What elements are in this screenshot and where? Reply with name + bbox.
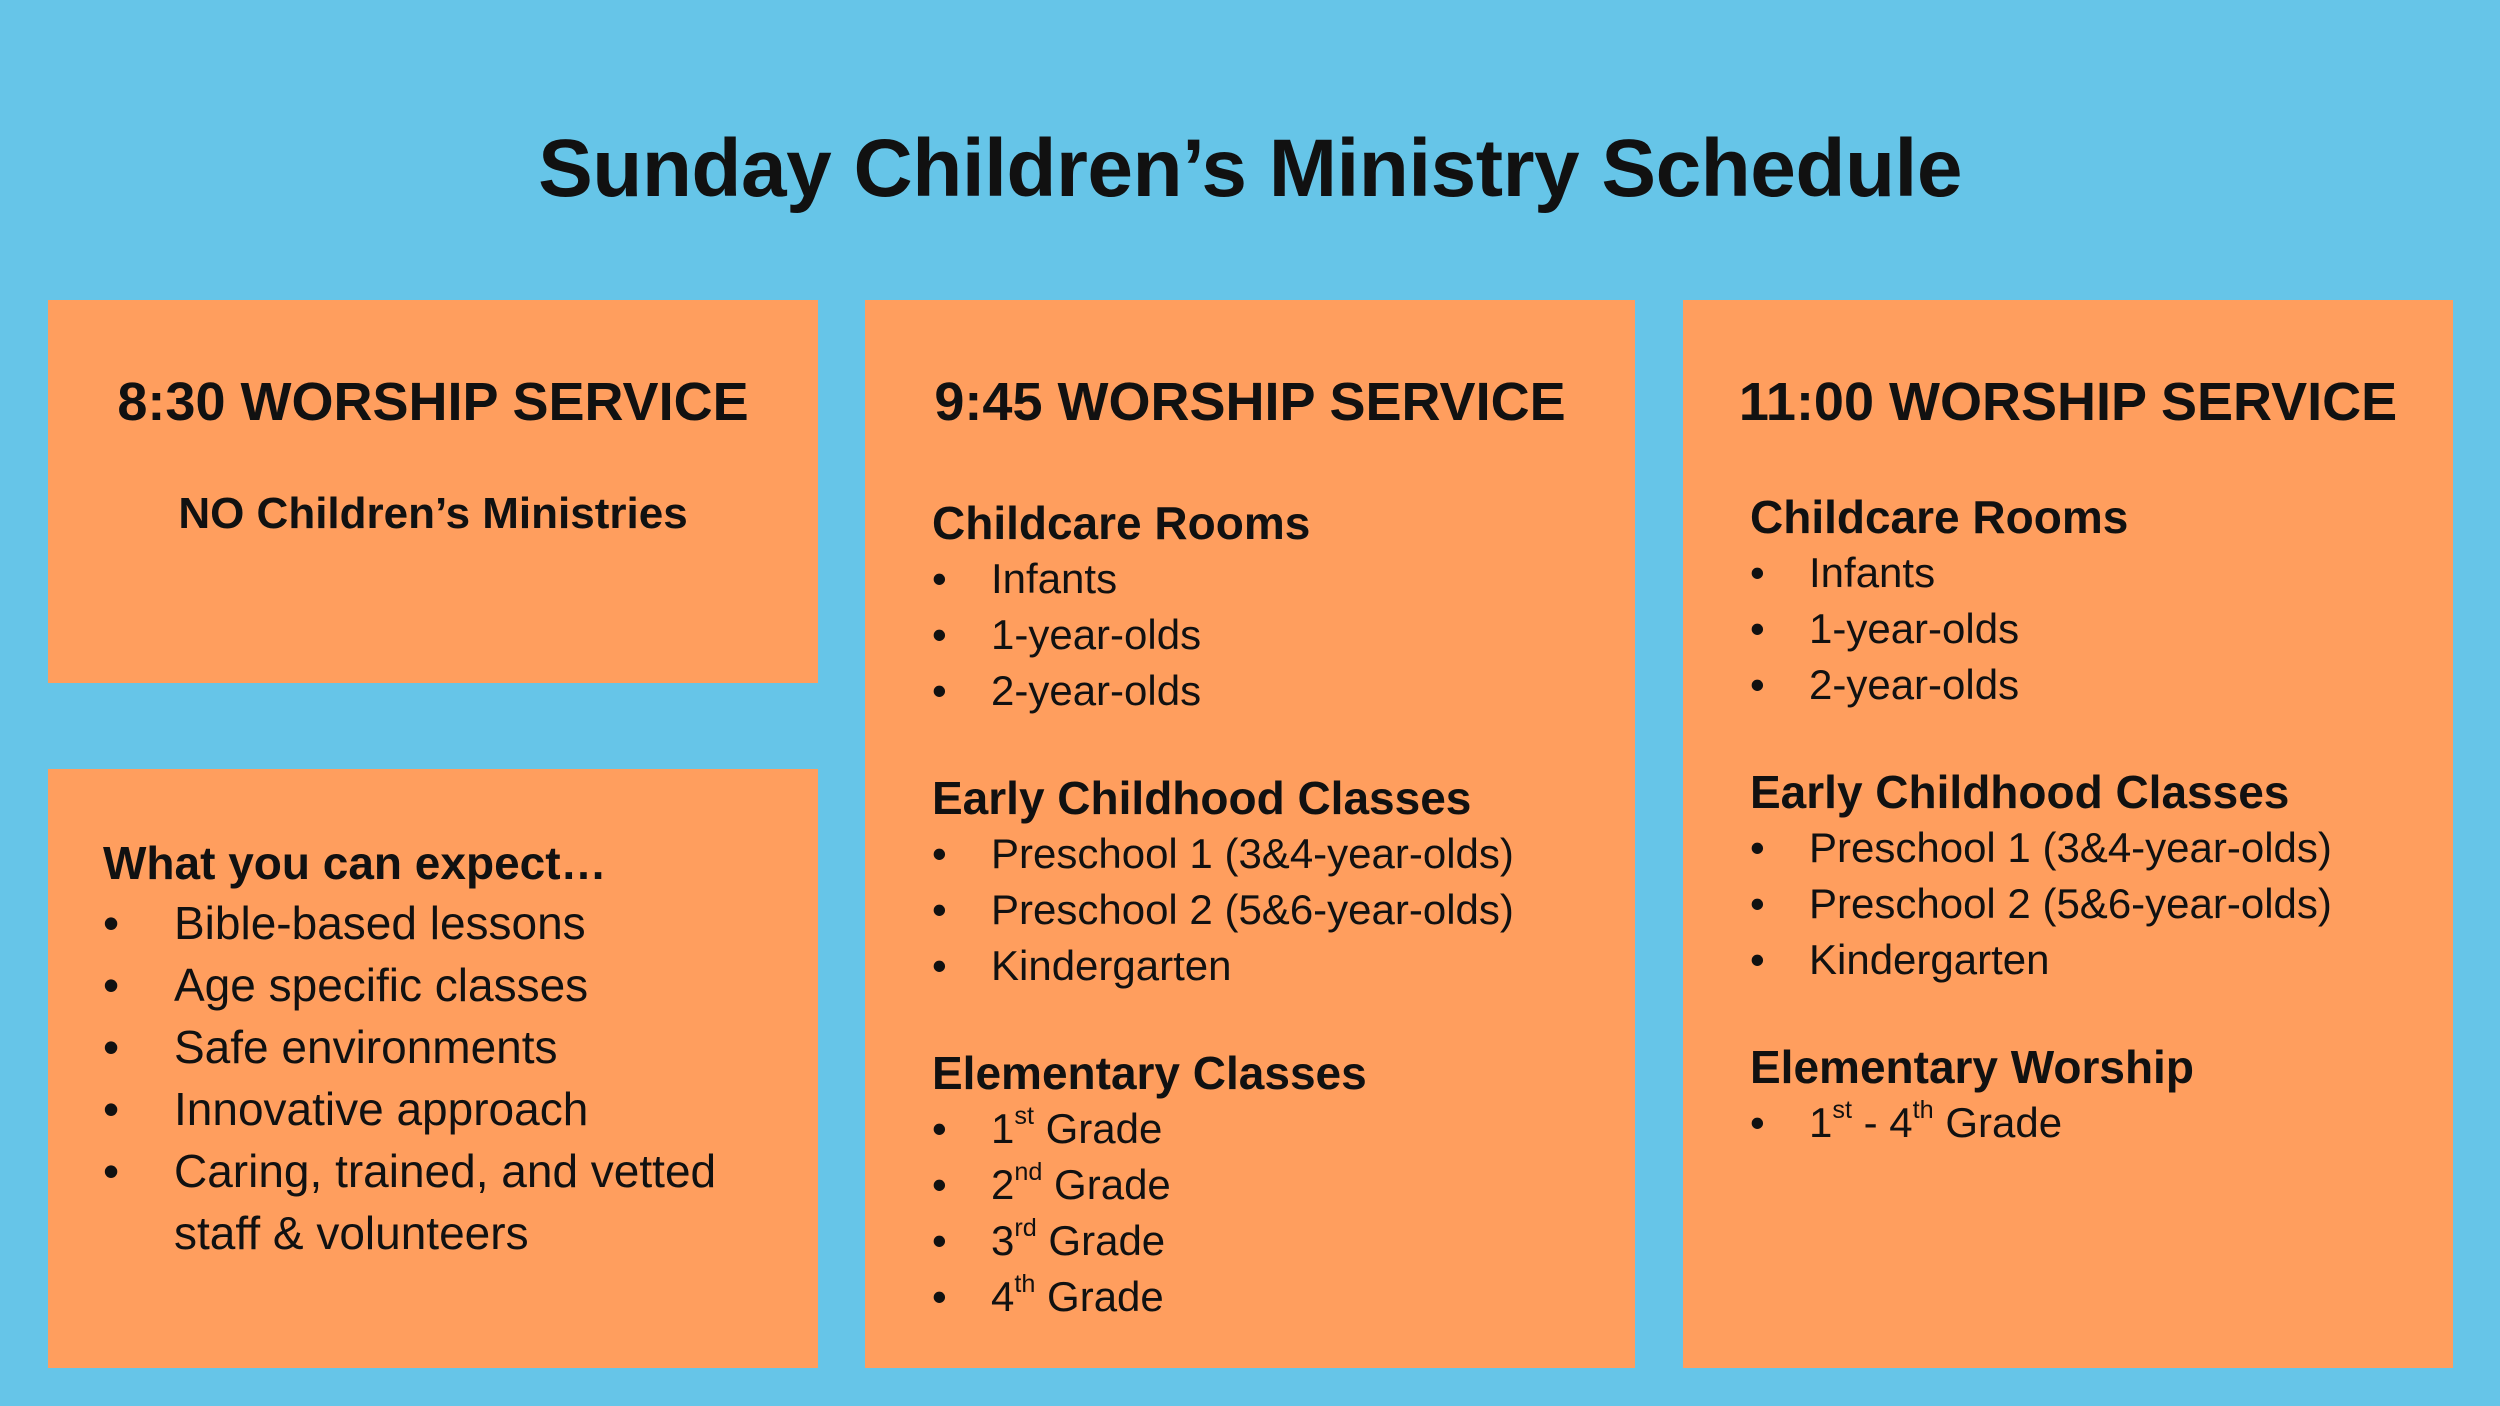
- group-list: [1750, 1095, 2433, 1151]
- group-childcare-rooms: [1750, 489, 2433, 713]
- group-list: [1750, 820, 2433, 988]
- group-title: Early Childhood Classes: [932, 772, 1472, 824]
- grade-text: Grade: [1933, 1099, 2063, 1146]
- list-item: • Kindergarten: [1750, 932, 2433, 988]
- grade-number: 3: [991, 1217, 1015, 1264]
- grade-number: 4: [991, 1273, 1015, 1320]
- list-item: • Kindergarten: [932, 938, 1615, 994]
- list-item: • Preschool 1 (3&4-year-olds): [932, 826, 1615, 882]
- service-1100-body: [1750, 489, 2433, 1202]
- grade-text: Grade: [1033, 1105, 1163, 1152]
- expect-item: • Safe environments: [103, 1016, 798, 1078]
- list-item: • 1-year-olds: [932, 607, 1615, 663]
- no-ministries-note: NO Children’s Ministries: [178, 489, 688, 538]
- group-list: [932, 551, 1615, 719]
- card-heading-945: 9:45 WORSHIP SERVICE: [934, 372, 1566, 432]
- grade-text: Grade: [1042, 1161, 1171, 1208]
- group-childcare-rooms: [932, 495, 1615, 719]
- card-what-to-expect: [48, 769, 818, 1368]
- list-item: • Preschool 2 (5&6-year-olds): [932, 882, 1615, 938]
- group-title: Childcare Rooms: [932, 497, 1311, 549]
- grade-number: 4: [1889, 1099, 1913, 1146]
- list-item: • 1-year-olds: [1750, 601, 2433, 657]
- group-list: [932, 826, 1615, 994]
- list-item: • Preschool 1 (3&4-year-olds): [1750, 820, 2433, 876]
- grade-number: 2: [991, 1161, 1015, 1208]
- list-item: [932, 1213, 1615, 1269]
- grade-number: 1: [991, 1105, 1015, 1152]
- card-1100-service: [1683, 300, 2453, 1368]
- group-early-childhood: [1750, 764, 2433, 988]
- grade-ordinal: st: [1014, 1102, 1034, 1131]
- group-elementary-worship: [1750, 1039, 2433, 1151]
- grade-ordinal: th: [1014, 1270, 1036, 1299]
- expect-list: [103, 892, 798, 1264]
- list-item: [932, 1157, 1615, 1213]
- group-elementary-classes: [932, 1045, 1615, 1325]
- list-item: • Preschool 2 (5&6-year-olds): [1750, 876, 2433, 932]
- group-early-childhood: [932, 770, 1615, 994]
- grade-ordinal: rd: [1014, 1214, 1037, 1243]
- card-heading-830: 8:30 WORSHIP SERVICE: [117, 372, 749, 432]
- page-title: Sunday Children’s Ministry Schedule: [538, 123, 1962, 214]
- list-item: • Infants: [932, 551, 1615, 607]
- list-item: • Infants: [1750, 545, 2433, 601]
- group-list: [1750, 545, 2433, 713]
- grade-ordinal: th: [1912, 1096, 1934, 1125]
- group-list: [932, 1101, 1615, 1325]
- list-item: • 2-year-olds: [932, 663, 1615, 719]
- expect-item: • Bible-based lessons: [103, 892, 798, 954]
- grade-ordinal: st: [1832, 1096, 1852, 1125]
- list-item: [932, 1269, 1615, 1325]
- expect-title: What you can expect…: [103, 837, 607, 889]
- list-item: [1750, 1095, 2433, 1151]
- grade-ordinal: nd: [1014, 1158, 1043, 1187]
- card-830-service: [48, 300, 818, 683]
- group-title: Elementary Classes: [932, 1047, 1367, 1099]
- card-heading-1100: 11:00 WORSHIP SERVICE: [1738, 372, 2398, 432]
- list-item: [932, 1101, 1615, 1157]
- list-item: • 2-year-olds: [1750, 657, 2433, 713]
- expect-item: • Caring, trained, and vetted staff & volunteers: [103, 1140, 798, 1264]
- expect-body: [103, 834, 798, 1264]
- group-title: Childcare Rooms: [1750, 491, 2129, 543]
- range-separator: -: [1851, 1099, 1890, 1146]
- expect-item: • Age specific classes: [103, 954, 798, 1016]
- grade-text: Grade: [1035, 1273, 1164, 1320]
- group-title: Early Childhood Classes: [1750, 766, 2290, 818]
- grade-text: Grade: [1036, 1217, 1166, 1264]
- expect-item: • Innovative approach: [103, 1078, 798, 1140]
- service-945-body: [932, 495, 1615, 1376]
- group-title: Elementary Worship: [1750, 1041, 2194, 1093]
- grade-number: 1: [1809, 1099, 1833, 1146]
- card-945-service: [865, 300, 1635, 1368]
